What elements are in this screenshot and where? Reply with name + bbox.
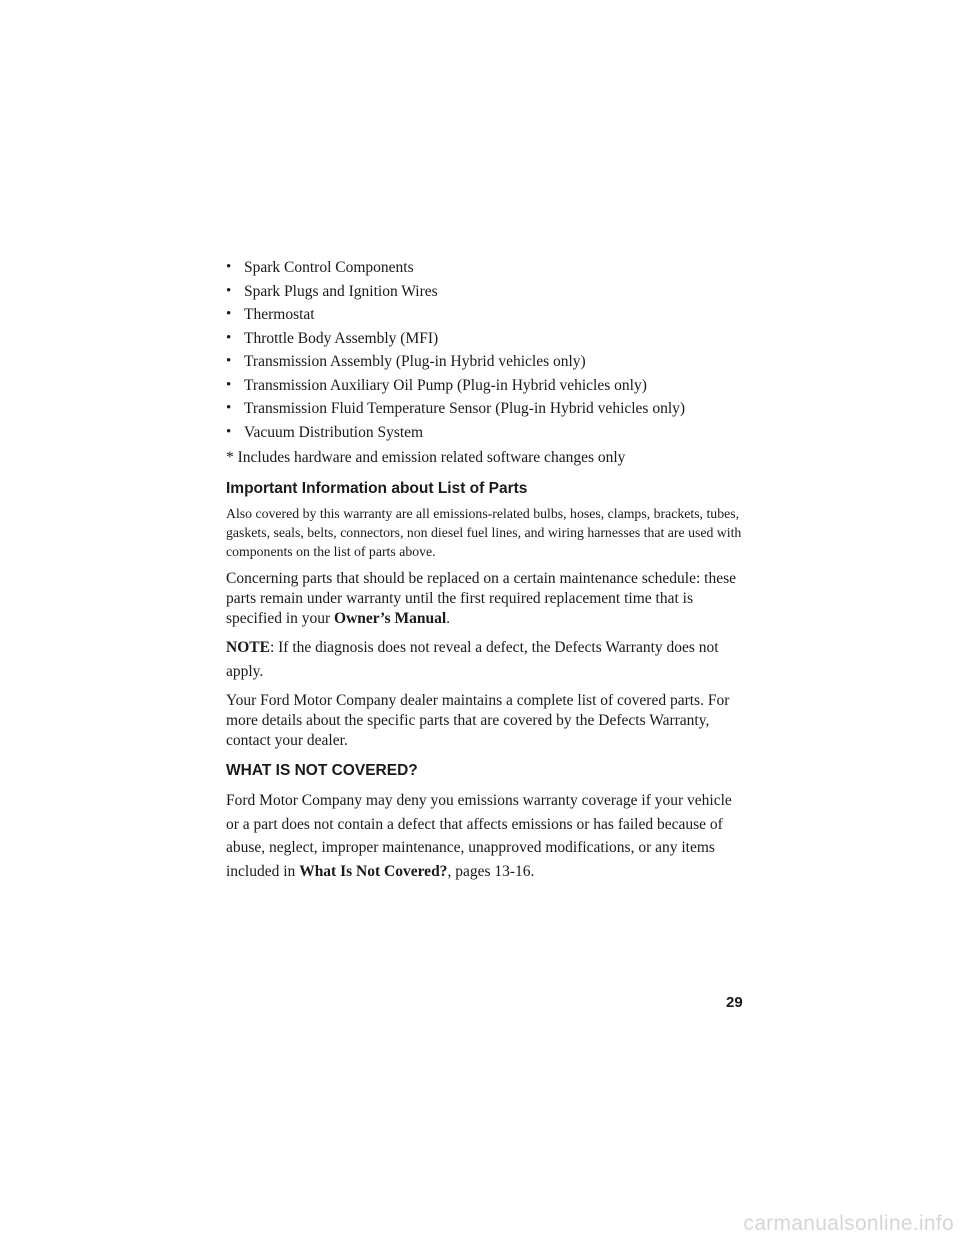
list-item-text: Spark Control Components bbox=[244, 259, 414, 276]
page-number: 29 bbox=[726, 994, 743, 1011]
list-item bbox=[226, 303, 746, 327]
list-item bbox=[226, 280, 746, 304]
watermark: carmanualsonline.info bbox=[743, 1212, 954, 1235]
not-covered-paragraph bbox=[226, 789, 746, 883]
list-item bbox=[226, 397, 746, 421]
list-item-text: Thermostat bbox=[244, 306, 315, 323]
section-heading-not-covered: WHAT IS NOT COVERED? bbox=[226, 762, 418, 779]
maintenance-text: Concerning parts that should be replaced on a certain maintenance schedule: these parts remain under warranty until the first required replacement time that is specified in your bbox=[226, 570, 737, 627]
list-item-text: Transmission Fluid Temperature Sensor (Plug-in Hybrid vehicles only) bbox=[244, 400, 686, 417]
not-covered-end: , pages 13-16. bbox=[447, 862, 535, 880]
parts-list bbox=[226, 256, 746, 444]
list-item-text: Transmission Assembly (Plug-in Hybrid vehicles only) bbox=[244, 353, 586, 370]
footnote: * Includes hardware and emission related software changes only bbox=[226, 449, 626, 466]
bullet-icon: • bbox=[226, 423, 232, 440]
dealer-paragraph: Your Ford Motor Company dealer maintains a complete list of covered parts. For more details about the specific parts that are covered by the Defects Warranty, contact your dealer. bbox=[226, 692, 730, 749]
owners-manual-reference: Owner’s Manual bbox=[334, 610, 447, 627]
list-item-text: Vacuum Distribution System bbox=[244, 423, 424, 441]
bullet-icon: • bbox=[226, 353, 232, 369]
not-covered-reference: What Is Not Covered? bbox=[299, 862, 448, 880]
maintenance-paragraph bbox=[226, 569, 746, 629]
bullet-icon: • bbox=[226, 329, 232, 346]
bullet-icon: • bbox=[226, 376, 232, 393]
list-item bbox=[226, 421, 746, 445]
list-item-text: Transmission Auxiliary Oil Pump (Plug-in Hybrid vehicles only) bbox=[244, 376, 647, 394]
note-text: : If the diagnosis does not reveal a defect, the Defects Warranty does not apply. bbox=[226, 639, 719, 680]
maintenance-end: . bbox=[446, 610, 451, 627]
list-item bbox=[226, 327, 746, 351]
note-label: NOTE bbox=[226, 639, 270, 656]
bullet-icon: • bbox=[226, 282, 232, 299]
bullet-icon: • bbox=[226, 400, 232, 416]
document-body bbox=[226, 256, 746, 883]
bullet-icon: • bbox=[226, 259, 232, 275]
list-item bbox=[226, 256, 746, 280]
bullet-icon: • bbox=[226, 306, 232, 322]
not-covered-text: Ford Motor Company may deny you emissions warranty coverage if your vehicle or a part does not contain a defect that affects emissions or has failed because of abuse, neglect, improper maintenance, unapproved modifications, or any items included in bbox=[226, 792, 732, 880]
parts-coverage-paragraph: Also covered by this warranty are all emissions-related bulbs, hoses, clamps, brackets, tubes, gaskets, seals, belts, connectors, non diesel fuel lines, and wiring harnesses that are used with components on the list of parts above. bbox=[226, 506, 742, 559]
list-item bbox=[226, 374, 746, 398]
list-item-text: Throttle Body Assembly (MFI) bbox=[244, 329, 439, 347]
list-item-text: Spark Plugs and Ignition Wires bbox=[244, 282, 438, 300]
note-paragraph bbox=[226, 636, 746, 683]
section-heading-parts-info: Important Information about List of Parts bbox=[226, 480, 528, 497]
list-item bbox=[226, 350, 746, 374]
